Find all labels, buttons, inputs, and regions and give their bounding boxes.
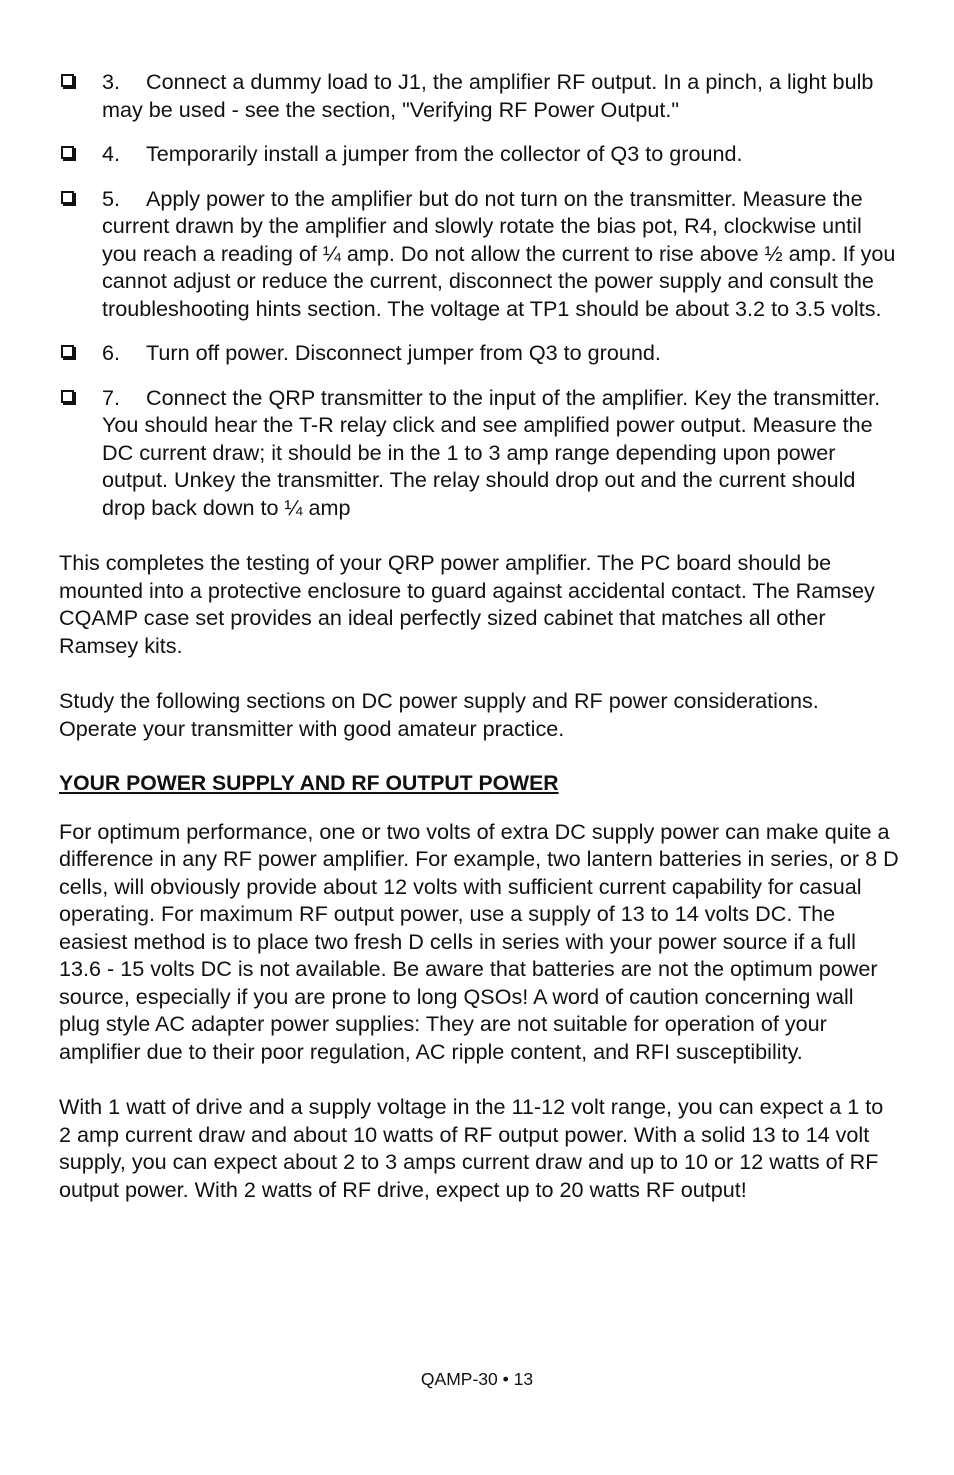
completion-paragraph: This completes the testing of your QRP power amplifier. The PC board should be mounted into a protective enclosure to guard against accidental contact. The Ramsey CQAMP case set provides an ideal perfectly sized cabinet that matches all other Ramsey kits. bbox=[59, 550, 875, 658]
checkbox-icon[interactable] bbox=[61, 74, 74, 87]
checkbox-icon[interactable] bbox=[61, 146, 74, 159]
checkbox-icon[interactable] bbox=[61, 390, 74, 403]
checklist-item bbox=[59, 68, 899, 123]
step-text: Apply power to the amplifier but do not turn on the transmitter. Measure the current drawn by the amplifier and slowly rotate the bias pot, R4, clockwise until you reach a reading of ¼ amp. Do not allow the current to rise above ½ amp. If you cannot adjust or reduce the current, disconnect the power supply and consult the troubleshooting hints section. The voltage at TP1 should be about 3.2 to 3.5 volts. bbox=[102, 185, 896, 321]
checklist-item bbox=[59, 339, 899, 367]
study-paragraph: Study the following sections on DC power supply and RF power considerations. Operate your transmitter with good amateur practice. bbox=[59, 688, 819, 741]
checklist-item bbox=[59, 384, 899, 522]
step-text: Connect a dummy load to J1, the amplifier RF output. In a pinch, a light bulb may be used - see the section, "Verifying RF Power Output." bbox=[102, 69, 874, 122]
power-supply-paragraph: For optimum performance, one or two volts of extra DC supply power can make quite a difference in any RF power amplifier. For example, two lantern batteries in series, or 8 D cells, will obviously provide about 12 volts with sufficient current capability for casual operating. For maximum RF output power, use a supply of 13 to 14 volts DC. The easiest method is to place two fresh D cells in series with your power source if a full 13.6 - 15 volts DC is not available. Be aware that batteries are not the optimum power source, especially if you are prone to long QSOs! A word of caution concerning wall plug style AC adapter power supplies: They are not suitable for operation of your amplifier due to their poor regulation, AC ripple content, and RFI susceptibility. bbox=[59, 818, 899, 1064]
section-heading: YOUR POWER SUPPLY AND RF OUTPUT POWER bbox=[59, 772, 559, 795]
checklist bbox=[59, 68, 899, 521]
step-number: 3. bbox=[102, 69, 121, 94]
step-number: 5. bbox=[102, 185, 121, 211]
checkbox-icon[interactable] bbox=[61, 345, 74, 358]
step-number: 6. bbox=[102, 340, 121, 365]
page-footer: QAMP-30 • 13 bbox=[420, 1369, 534, 1389]
step-text: Connect the QRP transmitter to the input of the amplifier. Key the transmitter. You should hear the T-R relay click and see amplified power output. Measure the DC current draw; it should be in the 1 to 3 amp range depending upon power output. Unkey the transmitter. The relay should drop out and the current should drop back down to ¼ amp bbox=[102, 384, 881, 520]
manual-page bbox=[59, 68, 899, 1231]
checklist-item bbox=[59, 185, 899, 323]
rf-drive-paragraph: With 1 watt of drive and a supply voltage in the 11-12 volt range, you can expect a 1 to 2 amp current draw and about 10 watts of RF output power. With a solid 13 to 14 volt supply, you can expect about 2 to 3 amps current draw and up to 10 or 12 watts of RF output power. With 2 watts of RF drive, expect up to 20 watts RF output! bbox=[59, 1094, 884, 1202]
checkbox-icon[interactable] bbox=[61, 191, 74, 204]
step-text: Turn off power. Disconnect jumper from Q3 to ground. bbox=[146, 340, 661, 365]
step-text: Temporarily install a jumper from the collector of Q3 to ground. bbox=[146, 141, 743, 166]
step-number: 7. bbox=[102, 384, 121, 410]
checklist-item bbox=[59, 140, 899, 168]
step-number: 4. bbox=[102, 141, 121, 166]
